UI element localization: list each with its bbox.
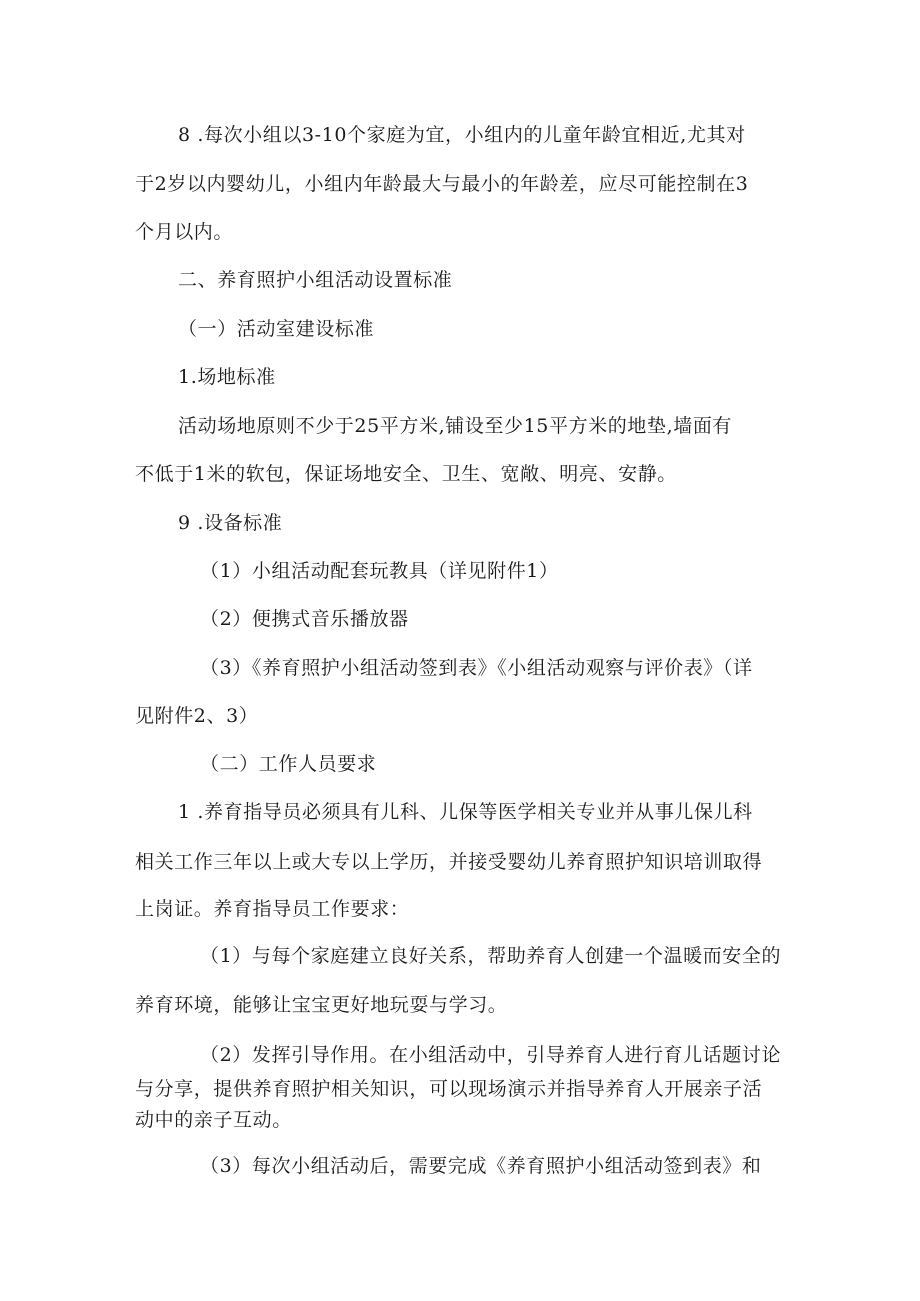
list-item: （2）便携式音乐播放器 — [200, 608, 409, 630]
list-item: （3）《养育照护小组活动签到表》《小组活动观察与评价表》（详 — [200, 657, 753, 679]
text-line: 上岗证。养育指导员工作要求： — [135, 898, 410, 920]
text-line: 于2岁以内婴幼儿，小组内年龄最大与最小的年龄差，应尽可能控制在3 — [135, 173, 749, 195]
list-item: （2）发挥引导作用。在小组活动中，引导养育人进行育儿话题讨论 — [200, 1044, 782, 1066]
subsection-heading: （二）工作人员要求 — [200, 753, 377, 775]
section-heading: 二、养育照护小组活动设置标准 — [178, 269, 453, 291]
list-item: （1）与每个家庭建立良好关系，帮助养育人创建一个温暖而安全的 — [200, 945, 782, 967]
list-item: （1）小组活动配套玩教具（详见附件1） — [200, 560, 559, 582]
item-heading: 9 .设备标准 — [178, 512, 283, 534]
text-line: 8 .每次小组以3-10个家庭为宜，小组内的儿童年龄宜相近,尤其对 — [178, 124, 746, 146]
item-heading: 1.场地标准 — [178, 366, 276, 388]
text-line: 见附件2、3） — [135, 705, 259, 727]
text-line: 个月以内。 — [135, 221, 234, 243]
list-item: （3）每次小组活动后，需要完成《养育照护小组活动签到表》和 — [200, 1155, 762, 1177]
subsection-heading: （一）活动室建设标准 — [178, 318, 375, 340]
text-line: 不低于1米的软包，保证场地安全、卫生、宽敞、明亮、安静。 — [135, 463, 677, 485]
text-line: 养育环境，能够让宝宝更好地玩耍与学习。 — [135, 994, 508, 1016]
text-line: 活动场地原则不少于25平方米,铺设至少15平方米的地垫,墙面有 — [178, 415, 733, 437]
text-line: 1 .养育指导员必须具有儿科、儿保等医学相关专业并从事儿保儿科 — [178, 801, 753, 823]
text-line: 与分享，提供养育照护相关知识，可以现场演示并指导养育人开展亲子活 — [135, 1078, 763, 1100]
text-line: 动中的亲子互动。 — [135, 1109, 292, 1131]
text-line: 相关工作三年以上或大专以上学历，并接受婴幼儿养育照护知识培训取得 — [135, 851, 763, 873]
